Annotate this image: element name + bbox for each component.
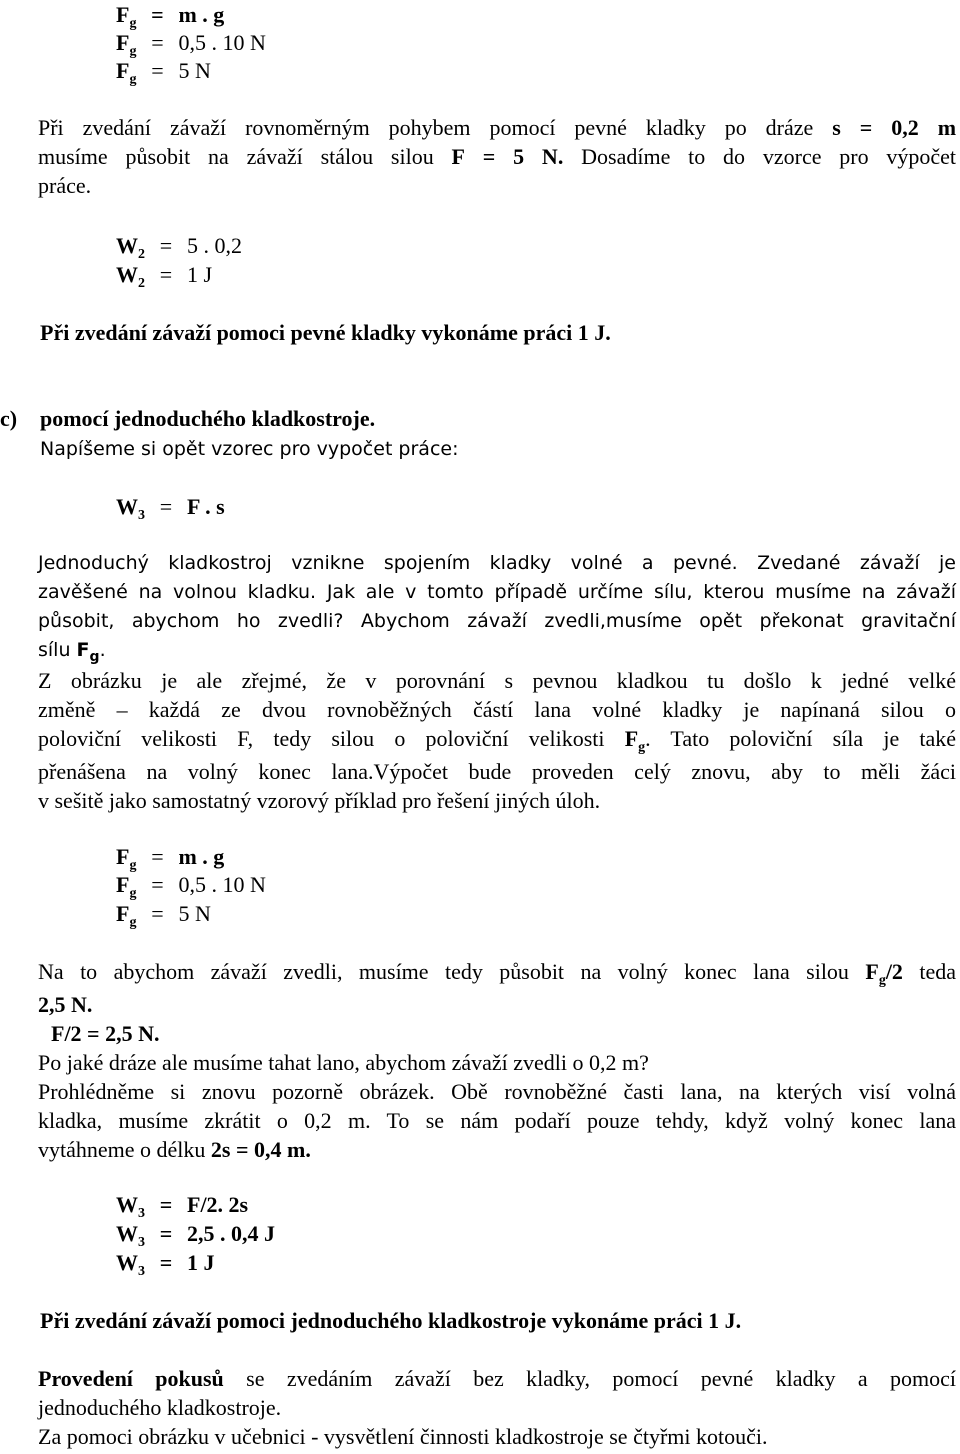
symbol-w: W	[116, 1192, 138, 1217]
paragraph-line: zavěšené na volnou kladku. Jak ale v tomto případě určíme sílu, kterou musíme na závaží	[38, 581, 956, 603]
paragraph-line: musíme působit na závaží stálou silou F = 5 N. Dosadíme to do vzorce pro výpočet	[38, 144, 957, 169]
section-c-heading: pomocí jednoduchého kladkostroje.	[40, 406, 376, 431]
equation-w3-formula: $W_3 = F$ . s	[116, 494, 225, 523]
equation-rhs: 0,5 . 10 N	[178, 30, 266, 55]
paragraph-line: změně – každá ze dvou rovnoběžných částí lana volné kladky je napínaná silou o	[38, 697, 956, 722]
subscript-3: 3	[138, 1264, 145, 1279]
subscript-g: g	[129, 16, 137, 31]
paragraph-line: 2,5 N.	[38, 992, 93, 1017]
equation-w3-result: $W_3 = 1$ J	[116, 1250, 215, 1279]
symbol-f: F	[116, 901, 130, 926]
paragraph-line: Jednoduchý kladkostroj vznikne spojením kladky volné a pevné. Zvedané závaží je	[38, 552, 956, 574]
subscript-g: g	[129, 858, 137, 873]
equation-fg-mg-mid: $F_g = m$ . g	[116, 844, 225, 873]
subscript-g: g	[129, 72, 137, 87]
subscript-3: 3	[138, 508, 145, 523]
paragraph-line: Provedení pokusů se zvedáním závaží bez kladky, pomocí pevné kladky a pomocí	[38, 1366, 956, 1391]
subscript-g: g	[129, 44, 137, 59]
paragraph-line: jednoduchého kladkostroje.	[38, 1395, 282, 1420]
equation-rhs: 0,5 . 10 N	[178, 872, 266, 897]
paragraph-free-end	[38, 957, 956, 1164]
equation-rhs: 5 . 0,2	[187, 233, 242, 258]
paragraph-line: Prohlédněme si znovu pozorně obrázek. Obě rovnoběžné časti lana, na kterých visí volná	[38, 1079, 956, 1104]
paragraph-line: přenášena na volný konec lana.Výpočet bude proveden celý znovu, aby to měli žáci	[38, 759, 956, 784]
subscript-3: 3	[138, 1235, 145, 1250]
subscript-g: g	[129, 915, 137, 930]
paragraph-line: Za pomoci obrázku v učebnici - vysvětlení činnosti kladkostroje se čtyřmi kotouči.	[38, 1424, 768, 1449]
paragraph-line: Po jaké dráze ale musíme tahat lano, abychom závaží zvedli o 0,2 m?	[38, 1050, 649, 1075]
subscript-2: 2	[138, 247, 145, 262]
equation-rhs: F . s	[187, 494, 225, 519]
symbol-f: F	[116, 844, 130, 869]
subscript-2: 2	[138, 276, 145, 291]
equation-rhs: m . g	[178, 2, 225, 27]
section-c-label: c)	[0, 406, 18, 431]
equation-fg-value-top: $F_g = 0,5$ . 10 N	[116, 30, 266, 59]
equation-fg-result-top: $F_g = 5$ N	[116, 58, 211, 87]
paragraph-line: kladka, musíme zkrátit o 0,2 m. To se nám podaří pouze tehdy, když volný konec lana	[38, 1108, 956, 1133]
equation-w2-substitution: $W_2 = 5$ . 0,2	[116, 233, 242, 262]
paragraph-line: Na to abychom závaží zvedli, musíme tedy působit na volný konec lana silou $F_g/2$ teda	[38, 959, 957, 988]
equation-rhs: 5 N	[178, 901, 211, 926]
symbol-w: W	[116, 494, 138, 519]
paragraph-line: v sešitě jako samostatný vzorový příklad pro řešení jiných úloh.	[38, 788, 601, 813]
symbol-f: F	[116, 30, 130, 55]
equation-fg-result-mid: $F_g = 5$ N	[116, 901, 211, 930]
equation-rhs: 5 N	[178, 58, 211, 83]
paragraph-half-force	[38, 666, 956, 815]
paragraph-line: sílu $F_g$.	[38, 639, 106, 665]
symbol-f: F	[116, 2, 130, 27]
symbol-w: W	[116, 1250, 138, 1275]
equation-w3-values: $W_3 = 2,5$ . 0,4 J	[116, 1221, 275, 1250]
paragraph-line: poloviční velikosti F, tedy silou o poloviční velikosti $F_g$. Tato poloviční síla je také	[38, 726, 957, 755]
paragraph-experiment	[38, 1364, 956, 1451]
equation-rhs: 2,5 . 0,4 J	[187, 1221, 275, 1246]
equation-fg-mg-top: $F_g = m$ . g	[116, 2, 225, 31]
paragraph-line: Při zvedání závaží rovnoměrným pohybem pomocí pevné kladky po dráze s = 0,2 m	[38, 115, 957, 140]
equation-w2-result: $W_2 = 1$ J	[116, 262, 213, 291]
paragraph-line: vytáhneme o délku 2s = 0,4 m.	[38, 1137, 311, 1162]
equation-rhs: 1 J	[187, 262, 213, 287]
equation-fg-value-mid: $F_g = 0,5$ . 10 N	[116, 872, 266, 901]
symbol-w: W	[116, 1221, 138, 1246]
symbol-w: W	[116, 262, 138, 287]
paragraph-line: F/2 = 2,5 N.	[51, 1021, 160, 1046]
section-c-intro: Napíšeme si opět vzorec pro vypočet práce:	[40, 438, 459, 460]
paragraph-line: Z obrázku je ale zřejmé, že v porovnání s pevnou kladkou tu došlo k jedné velké	[38, 668, 956, 693]
conclusion-simple-tackle: Při zvedání závaží pomoci jednoduchého kladkostroje vykonáme práci 1 J.	[40, 1308, 742, 1333]
subscript-g: g	[129, 886, 137, 901]
equation-rhs: F/2. 2s	[187, 1192, 249, 1217]
symbol-f: F	[116, 58, 130, 83]
subscript-3: 3	[138, 1206, 145, 1221]
symbol-w: W	[116, 233, 138, 258]
equation-rhs: 1 J	[187, 1250, 215, 1275]
paragraph-simple-tackle	[38, 549, 956, 667]
equation-w3-substitution: $W_3 = F/2$. 2s	[116, 1192, 249, 1221]
symbol-f: F	[116, 872, 130, 897]
conclusion-fixed-pulley: Při zvedání závaží pomoci pevné kladky vykonáme práci 1 J.	[40, 320, 611, 345]
paragraph-fixed-pulley	[38, 113, 956, 200]
equation-rhs: m . g	[178, 844, 225, 869]
paragraph-line: působit, abychom ho zvedli? Abychom závaží zvedli,musíme opět překonat gravitační	[38, 610, 956, 632]
paragraph-line: práce.	[38, 173, 92, 198]
